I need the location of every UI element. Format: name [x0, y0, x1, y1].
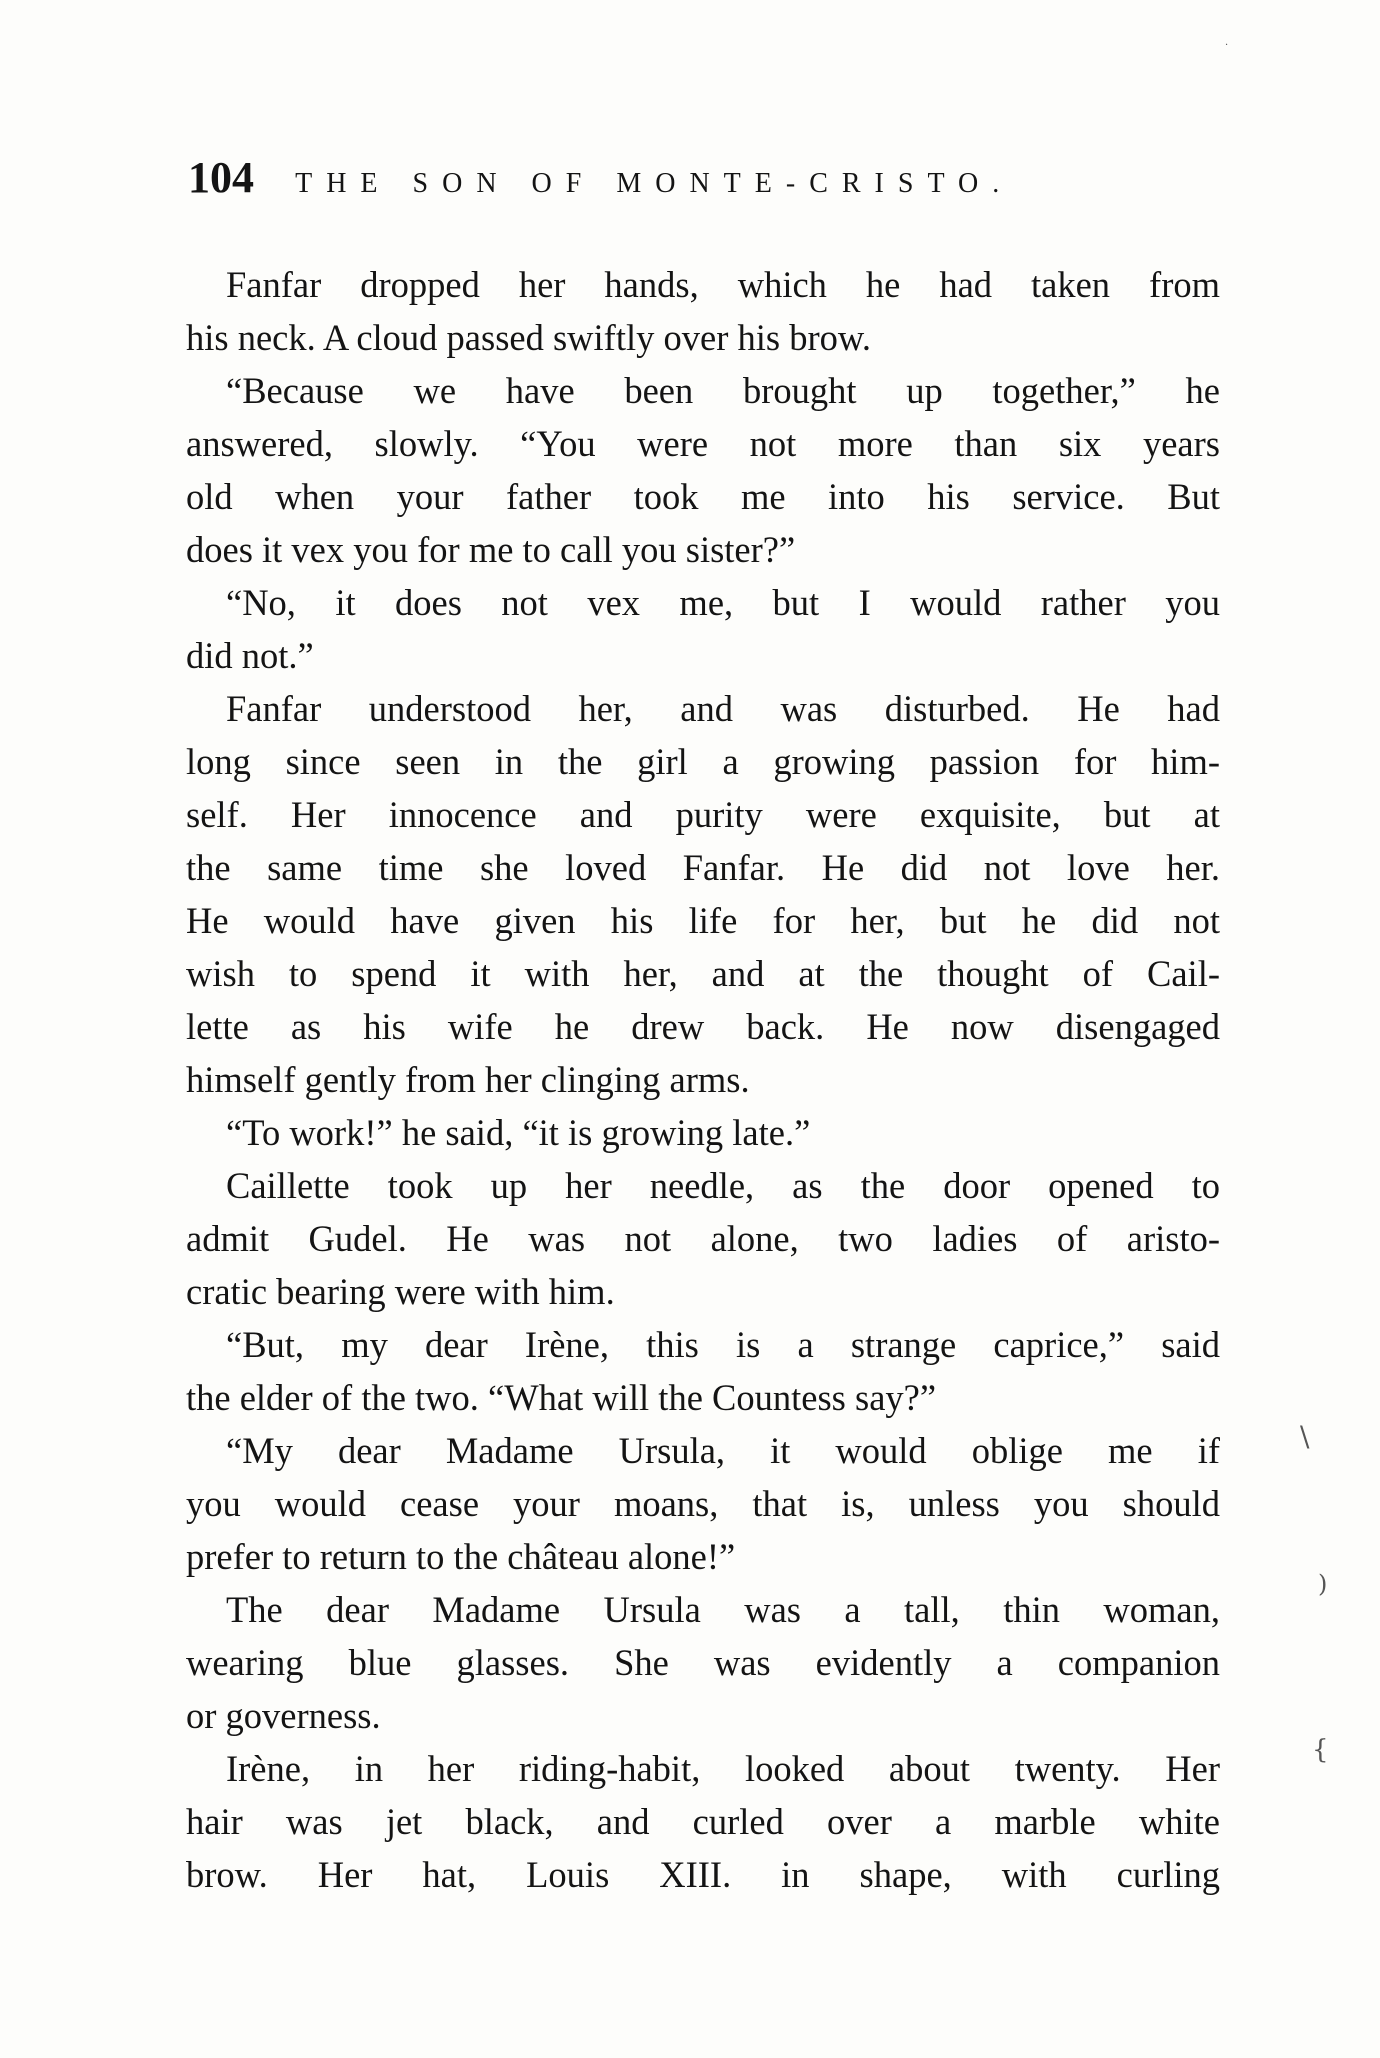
text-line: cratic bearing were with him.: [186, 1271, 615, 1312]
text-line: The dear Madame Ursula was a tall, thin woman,: [226, 1589, 1220, 1630]
text-line: the elder of the two. “What will the Countess say?”: [186, 1377, 937, 1418]
margin-speck: \: [1300, 1420, 1310, 1453]
body-text: [186, 258, 1220, 1958]
text-line: “To work!” he said, “it is growing late.”: [226, 1112, 811, 1153]
page-number: 104: [188, 153, 254, 202]
text-line: brow. Her hat, Louis XIII. in shape, with curling: [186, 1854, 1220, 1895]
margin-speck: ·: [1225, 40, 1229, 51]
text-line: wish to spend it with her, and at the thought of Cail-: [186, 953, 1220, 994]
text-line: answered, slowly. “You were not more than six years: [186, 423, 1220, 464]
text-line: Fanfar dropped her hands, which he had taken from: [226, 264, 1220, 305]
text-line: himself gently from her clinging arms.: [186, 1059, 750, 1100]
text-line: Fanfar understood her, and was disturbed. He had: [226, 688, 1220, 729]
text-line: admit Gudel. He was not alone, two ladies of aristo-: [186, 1218, 1220, 1259]
book-title: THE SON OF MONTE-CRISTO.: [295, 168, 1014, 199]
text-line: old when your father took me into his service. But: [186, 476, 1220, 517]
text-line: does it vex you for me to call you sister?”: [186, 529, 796, 570]
text-line: “But, my dear Irène, this is a strange caprice,” said: [226, 1324, 1220, 1365]
text-line: long since seen in the girl a growing passion for him-: [186, 741, 1220, 782]
running-head: [188, 152, 1238, 212]
text-line: Caillette took up her needle, as the door opened to: [226, 1165, 1220, 1206]
text-line: lette as his wife he drew back. He now disengaged: [186, 1006, 1220, 1047]
text-line: He would have given his life for her, but he did not: [186, 900, 1220, 941]
text-line: the same time she loved Fanfar. He did not love her.: [186, 847, 1220, 888]
text-line: Irène, in her riding-habit, looked about twenty. Her: [226, 1748, 1220, 1789]
text-line: “Because we have been brought up together,” he: [226, 370, 1220, 411]
text-line: hair was jet black, and curled over a marble white: [186, 1801, 1220, 1842]
margin-speck: ): [1318, 1570, 1328, 1598]
text-line: wearing blue glasses. She was evidently a companion: [186, 1642, 1220, 1683]
margin-speck: {: [1312, 1735, 1329, 1765]
text-line: you would cease your moans, that is, unless you should: [186, 1483, 1220, 1524]
text-line: self. Her innocence and purity were exquisite, but at: [186, 794, 1220, 835]
text-line: “No, it does not vex me, but I would rather you: [226, 582, 1220, 623]
text-line: or governess.: [186, 1695, 381, 1736]
text-line: prefer to return to the château alone!”: [186, 1536, 736, 1577]
text-line: “My dear Madame Ursula, it would oblige me if: [226, 1430, 1220, 1471]
text-line: did not.”: [186, 635, 314, 676]
text-line: his neck. A cloud passed swiftly over his brow.: [186, 317, 871, 358]
